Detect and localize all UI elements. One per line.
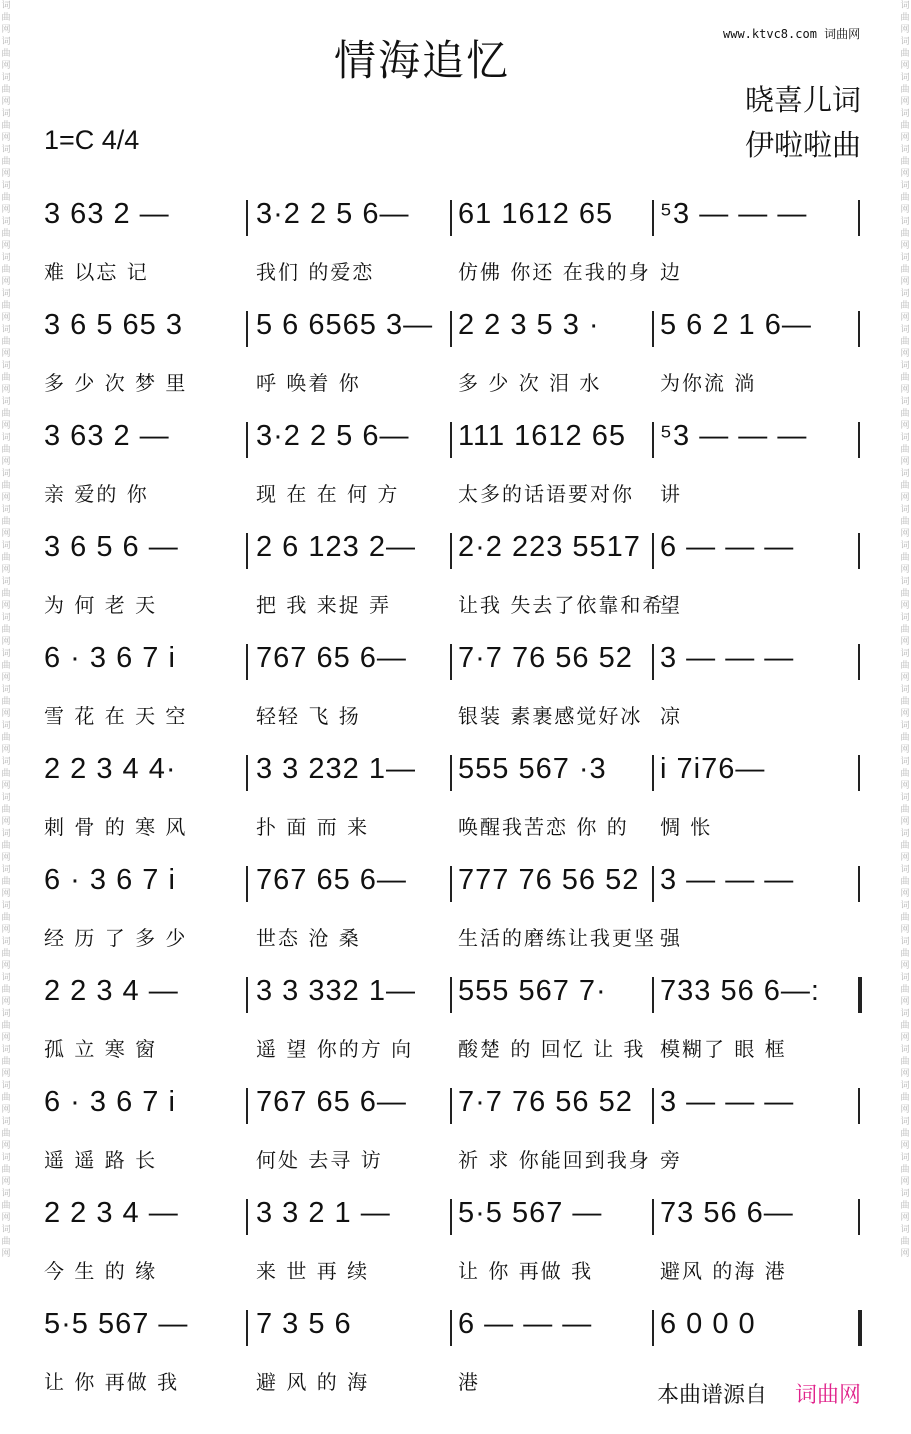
lyric-text: 旁 [660, 1148, 682, 1172]
barline [652, 866, 654, 902]
measure-notes: 6 0 0 0 [660, 1308, 756, 1340]
measure-notes: 6 · 3 6 7 i [44, 1086, 176, 1118]
measure-notes: 3·2 2 5 6— [256, 420, 410, 452]
barline [450, 1199, 452, 1235]
lyric-text: 多 少 次 梦 里 [44, 371, 188, 395]
lyric-text: 扑 面 而 来 [256, 815, 370, 839]
barline [652, 311, 654, 347]
barline [246, 1199, 248, 1235]
lyric-text: 望 [660, 593, 682, 617]
measure-notes: 73 56 6— [660, 1197, 794, 1229]
measure-notes: 3 — — — [660, 642, 795, 674]
lyric-text: 难 以忘 记 [44, 260, 149, 284]
barline [450, 977, 452, 1013]
lyric-text: 来 世 再 续 [256, 1259, 370, 1283]
measure-notes: 3 3 2 1 — [256, 1197, 391, 1229]
lyric-text: 孤 立 寒 窗 [44, 1037, 158, 1061]
barline [652, 644, 654, 680]
lyric-text: 雪 花 在 天 空 [44, 704, 188, 728]
measure-notes: 767 65 6— [256, 642, 407, 674]
measure-notes: 777 76 56 52 [458, 864, 640, 896]
barline [246, 1310, 248, 1346]
barline [450, 200, 452, 236]
lyric-text: 世态 沧 桑 [256, 926, 361, 950]
barline [652, 977, 654, 1013]
measure-notes: 6 — — — [660, 531, 795, 563]
lyric-text: 现 在 在 何 方 [256, 482, 400, 506]
barline [858, 755, 860, 791]
measure-notes: 555 567 7· [458, 975, 607, 1007]
lyric-text: 刺 骨 的 寒 风 [44, 815, 188, 839]
lyric-text: 祈 求 你能回到我身 [458, 1148, 651, 1172]
key-signature: 1=C 4/4 [44, 125, 140, 155]
lyric-text: 银装 素裹感觉好冰 [458, 704, 643, 728]
lyric-text: 生活的磨练让我更坚 [458, 926, 656, 950]
lyric-text: 凉 [660, 704, 682, 728]
measure-notes: 3 — — — [660, 1086, 795, 1118]
barline [858, 1310, 862, 1346]
barline [246, 755, 248, 791]
side-watermark-right: 词曲网词曲网词曲网词曲网词曲网词曲网词曲网词曲网词曲网词曲网词曲网词曲网词曲网词曲网词曲网词曲网词曲网词曲网词曲网词曲网词曲网词曲网词曲网词曲网词曲网词曲网词曲网词曲网词曲网词曲网词曲网词曲网词曲网词曲网词曲网 [900, 1, 910, 1259]
lyric-text: 遥 望 你的方 向 [256, 1037, 414, 1061]
lyric-text: 我们 的爱恋 [256, 260, 375, 284]
lyric-text: 轻轻 飞 扬 [256, 704, 361, 728]
barline [858, 644, 860, 680]
lyric-text: 呼 唤着 你 [256, 371, 361, 395]
measure-notes: 5 6 6565 3— [256, 309, 434, 341]
barline [450, 1310, 452, 1346]
lyric-text: 亲 爱的 你 [44, 482, 149, 506]
measure-notes: 2 2 3 5 3 · [458, 309, 600, 341]
barline [858, 977, 862, 1013]
lyric-text: 惆 怅 [660, 815, 713, 839]
barline [652, 1310, 654, 1346]
lyric-text: 避 风 的 海 [256, 1370, 370, 1394]
footer-site-logo[interactable]: 词曲网 [795, 1383, 862, 1408]
lyric-text: 让我 失去了依靠和希 [458, 593, 665, 617]
measure-notes: 3 — — — [660, 864, 795, 896]
song-title: 情海追忆 [334, 36, 511, 85]
barline [246, 533, 248, 569]
barline [858, 866, 860, 902]
measure-notes: 6 · 3 6 7 i [44, 642, 176, 674]
lyric-text: 何处 去寻 访 [256, 1148, 383, 1172]
measure-notes: 3 3 332 1— [256, 975, 416, 1007]
barline [858, 1088, 860, 1124]
measure-notes: 5 6 2 1 6— [660, 309, 812, 341]
measure-notes: 5·5 567 — [458, 1197, 603, 1229]
lyric-text: 模糊了 眼 框 [660, 1037, 787, 1061]
measure-notes: 3 3 232 1— [256, 753, 416, 785]
lyric-text: 太多的话语要对你 [458, 482, 634, 506]
measure-notes: 6 · 3 6 7 i [44, 864, 176, 896]
barline [450, 866, 452, 902]
lyric-text: 边 [660, 260, 682, 284]
barline [450, 422, 452, 458]
barline [450, 1088, 452, 1124]
barline [246, 977, 248, 1013]
lyric-text: 避风 的海 港 [660, 1259, 787, 1283]
footer-source-label: 本曲谱源自 [657, 1383, 768, 1408]
lyric-text: 讲 [660, 482, 682, 506]
measure-notes: 2 2 3 4 — [44, 975, 179, 1007]
side-watermark-left: 词曲网词曲网词曲网词曲网词曲网词曲网词曲网词曲网词曲网词曲网词曲网词曲网词曲网词曲网词曲网词曲网词曲网词曲网词曲网词曲网词曲网词曲网词曲网词曲网词曲网词曲网词曲网词曲网词曲网词曲网词曲网词曲网词曲网词曲网词曲网 [1, 1, 11, 1259]
measure-notes: 7·7 76 56 52 [458, 1086, 633, 1118]
barline [450, 755, 452, 791]
barline [450, 644, 452, 680]
measure-notes: 3 6 5 65 3 [44, 309, 183, 341]
measure-notes: 3 6 5 6 — [44, 531, 179, 563]
measure-notes: 3 63 2 — [44, 198, 170, 230]
composer-credit: 伊啦啦曲 [744, 128, 861, 162]
site-url: www.ktvc8.com 词曲网 [723, 27, 861, 41]
measure-notes: 6 — — — [458, 1308, 593, 1340]
barline [246, 866, 248, 902]
lyric-text: 强 [660, 926, 682, 950]
measure-notes: 7 3 5 6 [256, 1308, 352, 1340]
barline [652, 1088, 654, 1124]
lyric-text: 酸楚 的 回忆 让 我 [458, 1037, 646, 1061]
measure-notes: 3 63 2 — [44, 420, 170, 452]
lyric-text: 为 何 老 天 [44, 593, 158, 617]
lyric-text: 让 你 再做 我 [44, 1370, 180, 1394]
measure-notes: 2·2 223 5517 [458, 531, 641, 563]
barline [652, 422, 654, 458]
lyric-text: 让 你 再做 我 [458, 1259, 594, 1283]
barline [652, 533, 654, 569]
barline [858, 200, 860, 236]
barline [246, 422, 248, 458]
measure-notes: 2 2 3 4 4· [44, 753, 177, 785]
barline [246, 1088, 248, 1124]
barline [450, 533, 452, 569]
measure-notes: 733 56 6—: [660, 975, 820, 1007]
measure-notes: 767 65 6— [256, 864, 407, 896]
measure-notes: 61 1612 65 [458, 198, 614, 230]
barline [652, 200, 654, 236]
lyric-text: 把 我 来捉 弄 [256, 593, 392, 617]
lyricist-credit: 晓喜儿词 [744, 83, 861, 117]
measure-notes: ⁵3 — — — [660, 420, 808, 452]
measure-notes: ⁵3 — — — [660, 198, 808, 230]
measure-notes: 5·5 567 — [44, 1308, 189, 1340]
lyric-text: 港 [458, 1370, 480, 1394]
barline [858, 1199, 860, 1235]
measure-notes: 767 65 6— [256, 1086, 407, 1118]
measure-notes: 3·2 2 5 6— [256, 198, 410, 230]
lyric-text: 经 历 了 多 少 [44, 926, 188, 950]
lyric-text: 今 生 的 缘 [44, 1259, 158, 1283]
barline [858, 311, 860, 347]
measure-notes: 2 6 123 2— [256, 531, 416, 563]
barline [450, 311, 452, 347]
lyric-text: 为你流 淌 [660, 371, 757, 395]
lyric-text: 唤醒我苦恋 你 的 [458, 815, 629, 839]
measure-notes: 111 1612 65 [458, 420, 626, 452]
lyric-text: 仿佛 你还 在我的身 [458, 260, 651, 284]
measure-notes: 2 2 3 4 — [44, 1197, 179, 1229]
barline [858, 533, 860, 569]
barline [246, 200, 248, 236]
lyric-text: 遥 遥 路 长 [44, 1148, 158, 1172]
barline [858, 422, 860, 458]
measure-notes: i 7i76— [660, 753, 766, 785]
lyric-text: 多 少 次 泪 水 [458, 371, 602, 395]
measure-notes: 7·7 76 56 52 [458, 642, 633, 674]
barline [246, 311, 248, 347]
measure-notes: 555 567 ·3 [458, 753, 607, 785]
barline [652, 755, 654, 791]
barline [246, 644, 248, 680]
barline [652, 1199, 654, 1235]
